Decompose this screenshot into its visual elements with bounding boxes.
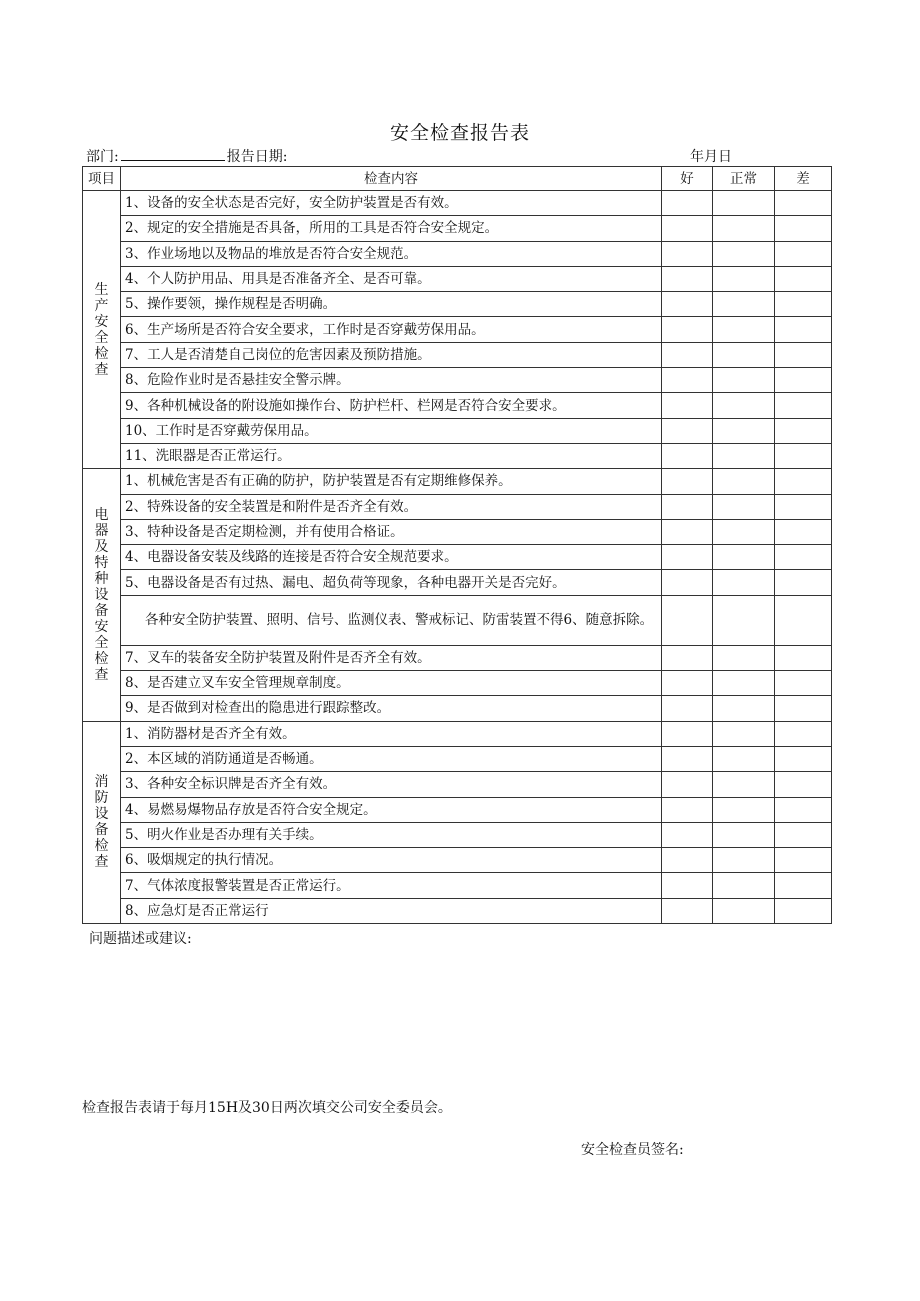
rating-cell-poor[interactable] <box>775 570 832 595</box>
section-category <box>83 721 121 923</box>
rating-cell-good[interactable] <box>662 645 713 670</box>
check-item: 4、个人防护用品、用具是否准备齐全、是否可靠。 <box>121 266 662 291</box>
rating-cell-poor[interactable] <box>775 746 832 771</box>
table-row <box>83 746 832 771</box>
rating-cell-normal[interactable] <box>713 292 775 317</box>
rating-cell-good[interactable] <box>662 570 713 595</box>
rating-cell-poor[interactable] <box>775 266 832 291</box>
check-item: 5、电器设备是否有过热、漏电、超负荷等现象，各种电器开关是否完好。 <box>121 570 662 595</box>
table-row <box>83 822 832 847</box>
rating-cell-good[interactable] <box>662 848 713 873</box>
table-row <box>83 772 832 797</box>
check-item: 6、生产场所是否符合安全要求，工作时是否穿戴劳保用品。 <box>121 317 662 342</box>
check-item: 10、工作时是否穿戴劳保用品。 <box>121 418 662 443</box>
header-item: 项目 <box>83 167 121 191</box>
rating-cell-good[interactable] <box>662 191 713 216</box>
check-item: 3、作业场地以及物品的堆放是否符合安全规范。 <box>121 241 662 266</box>
rating-cell-normal[interactable] <box>713 368 775 393</box>
check-item: 9、各种机械设备的附设施如操作台、防护栏杆、栏网是否符合安全要求。 <box>121 393 662 418</box>
check-item: 1、消防器材是否齐全有效。 <box>121 721 662 746</box>
rating-cell-poor[interactable] <box>775 191 832 216</box>
rating-cell-good[interactable] <box>662 746 713 771</box>
dept-field[interactable] <box>121 148 225 161</box>
rating-cell-poor[interactable] <box>775 519 832 544</box>
rating-cell-poor[interactable] <box>775 469 832 494</box>
table-row <box>83 368 832 393</box>
rating-cell-normal[interactable] <box>713 848 775 873</box>
section-category-label: 生产安全检查 <box>94 281 109 378</box>
submission-note: 检查报告表请于每月15H及30日两次填交公司安全委员会。 <box>82 1100 452 1116</box>
rating-cell-poor[interactable] <box>775 216 832 241</box>
check-item: 9、是否做到对检查出的隐患进行跟踪整改。 <box>121 696 662 721</box>
question-label: 问题描述或建议: <box>89 931 192 947</box>
rating-cell-normal[interactable] <box>713 216 775 241</box>
rating-cell-normal[interactable] <box>713 469 775 494</box>
rating-cell-good[interactable] <box>662 721 713 746</box>
rating-cell-poor[interactable] <box>775 822 832 847</box>
rating-cell-normal[interactable] <box>713 721 775 746</box>
rating-cell-poor[interactable] <box>775 418 832 443</box>
rating-cell-good[interactable] <box>662 494 713 519</box>
rating-cell-normal[interactable] <box>713 241 775 266</box>
rating-cell-normal[interactable] <box>713 418 775 443</box>
table-row <box>83 469 832 494</box>
rating-cell-good[interactable] <box>662 368 713 393</box>
rating-cell-normal[interactable] <box>713 393 775 418</box>
check-item: 2、规定的安全措施是否具备，所用的工具是否符合安全规定。 <box>121 216 662 241</box>
rating-cell-poor[interactable] <box>775 292 832 317</box>
rating-cell-normal[interactable] <box>713 317 775 342</box>
rating-cell-poor[interactable] <box>775 848 832 873</box>
check-item: 4、易燃易爆物品存放是否符合安全规定。 <box>121 797 662 822</box>
rating-cell-normal[interactable] <box>713 772 775 797</box>
rating-cell-normal[interactable] <box>713 443 775 468</box>
table-row <box>83 873 832 898</box>
table-row <box>83 898 832 923</box>
section-category <box>83 469 121 721</box>
table-row <box>83 317 832 342</box>
check-item: 5、操作要领，操作规程是否明确。 <box>121 292 662 317</box>
rating-cell-normal[interactable] <box>713 191 775 216</box>
rating-cell-good[interactable] <box>662 873 713 898</box>
table-row <box>83 241 832 266</box>
rating-cell-poor[interactable] <box>775 898 832 923</box>
table-row <box>83 545 832 570</box>
rating-cell-poor[interactable] <box>775 696 832 721</box>
rating-cell-good[interactable] <box>662 797 713 822</box>
rating-cell-poor[interactable] <box>775 342 832 367</box>
header-poor: 差 <box>775 167 832 191</box>
rating-cell-normal[interactable] <box>713 696 775 721</box>
inspection-table <box>82 166 832 924</box>
rating-cell-good[interactable] <box>662 898 713 923</box>
rating-cell-poor[interactable] <box>775 671 832 696</box>
header-content: 检查内容 <box>121 167 662 191</box>
check-item: 2、特殊设备的安全装置是和附件是否齐全有效。 <box>121 494 662 519</box>
rating-cell-good[interactable] <box>662 241 713 266</box>
rating-cell-normal[interactable] <box>713 519 775 544</box>
rating-cell-poor[interactable] <box>775 368 832 393</box>
rating-cell-normal[interactable] <box>713 595 775 645</box>
check-item: 3、特种设备是否定期检测，并有使用合格证。 <box>121 519 662 544</box>
check-item: 6、吸烟规定的执行情况。 <box>121 848 662 873</box>
check-item: 8、是否建立叉车安全管理规章制度。 <box>121 671 662 696</box>
section-category <box>83 191 121 469</box>
dept-label: 部门: <box>86 149 119 165</box>
table-row <box>83 721 832 746</box>
check-item: 8、应急灯是否正常运行 <box>121 898 662 923</box>
rating-cell-good[interactable] <box>662 519 713 544</box>
rating-cell-good[interactable] <box>662 418 713 443</box>
table-header-row <box>83 167 832 191</box>
table-row <box>83 645 832 670</box>
rating-cell-poor[interactable] <box>775 494 832 519</box>
table-row <box>83 797 832 822</box>
rating-cell-good[interactable] <box>662 595 713 645</box>
rating-cell-normal[interactable] <box>713 671 775 696</box>
rating-cell-good[interactable] <box>662 393 713 418</box>
rating-cell-poor[interactable] <box>775 645 832 670</box>
rating-cell-good[interactable] <box>662 469 713 494</box>
check-item: 11、洗眼器是否正常运行。 <box>121 443 662 468</box>
rating-cell-good[interactable] <box>662 266 713 291</box>
rating-cell-poor[interactable] <box>775 545 832 570</box>
section-category-label: 电器及特种设备安全检查 <box>94 506 109 683</box>
rating-cell-normal[interactable] <box>713 746 775 771</box>
rating-cell-poor[interactable] <box>775 393 832 418</box>
table-row <box>83 671 832 696</box>
rating-cell-good[interactable] <box>662 317 713 342</box>
table-row <box>83 216 832 241</box>
rating-cell-good[interactable] <box>662 822 713 847</box>
rating-cell-poor[interactable] <box>775 317 832 342</box>
rating-cell-normal[interactable] <box>713 797 775 822</box>
rating-cell-poor[interactable] <box>775 873 832 898</box>
rating-cell-poor[interactable] <box>775 443 832 468</box>
rating-cell-normal[interactable] <box>713 873 775 898</box>
check-item: 3、各种安全标识牌是否齐全有效。 <box>121 772 662 797</box>
rating-cell-normal[interactable] <box>713 570 775 595</box>
rating-cell-good[interactable] <box>662 292 713 317</box>
page-title: 安全检查报告表 <box>389 122 530 144</box>
rating-cell-normal[interactable] <box>713 898 775 923</box>
rating-cell-normal[interactable] <box>713 545 775 570</box>
rating-cell-normal[interactable] <box>713 822 775 847</box>
check-item: 1、机械危害是否有正确的防护，防护装置是否有定期维修保养。 <box>121 469 662 494</box>
table-row <box>83 696 832 721</box>
rating-cell-good[interactable] <box>662 545 713 570</box>
rating-cell-normal[interactable] <box>713 645 775 670</box>
check-item: 1、设备的安全状态是否完好，安全防护装置是否有效。 <box>121 191 662 216</box>
rating-cell-normal[interactable] <box>713 494 775 519</box>
check-item: 5、明火作业是否办理有关手续。 <box>121 822 662 847</box>
header-dept-line <box>86 146 287 166</box>
header-normal: 正常 <box>713 167 775 191</box>
rating-cell-poor[interactable] <box>775 595 832 645</box>
table-row <box>83 570 832 595</box>
rating-cell-poor[interactable] <box>775 721 832 746</box>
section-category-label: 消防设备检查 <box>94 774 109 871</box>
rating-cell-good[interactable] <box>662 696 713 721</box>
rating-cell-good[interactable] <box>662 443 713 468</box>
inspector-signature-label: 安全检查员签名: <box>581 1142 684 1158</box>
rating-cell-poor[interactable] <box>775 241 832 266</box>
table-row <box>83 418 832 443</box>
table-row <box>83 443 832 468</box>
table-row <box>83 266 832 291</box>
table-row <box>83 292 832 317</box>
rating-cell-poor[interactable] <box>775 797 832 822</box>
rating-cell-normal[interactable] <box>713 266 775 291</box>
table-row <box>83 848 832 873</box>
table-row <box>83 494 832 519</box>
check-item: 7、气体浓度报警装置是否正常运行。 <box>121 873 662 898</box>
table-row <box>83 342 832 367</box>
check-item: 7、工人是否清楚自己岗位的危害因素及预防措施。 <box>121 342 662 367</box>
check-item: 4、电器设备安装及线路的连接是否符合安全规范要求。 <box>121 545 662 570</box>
rating-cell-good[interactable] <box>662 671 713 696</box>
rating-cell-poor[interactable] <box>775 772 832 797</box>
check-item: 7、叉车的装备安全防护装置及附件是否齐全有效。 <box>121 645 662 670</box>
date-text: 年月日 <box>690 149 732 165</box>
table-row <box>83 595 832 645</box>
rating-cell-good[interactable] <box>662 342 713 367</box>
table-row <box>83 519 832 544</box>
check-item: 2、本区域的消防通道是否畅通。 <box>121 746 662 771</box>
header-good: 好 <box>662 167 713 191</box>
rating-cell-good[interactable] <box>662 772 713 797</box>
check-item: 各种安全防护装置、照明、信号、监测仪表、警戒标记、防雷装置不得6、随意拆除。 <box>121 595 662 645</box>
table-body <box>83 191 832 924</box>
rating-cell-good[interactable] <box>662 216 713 241</box>
rating-cell-normal[interactable] <box>713 342 775 367</box>
report-date-label: 报告日期: <box>226 149 288 165</box>
table-row <box>83 191 832 216</box>
table-row <box>83 393 832 418</box>
check-item: 8、危险作业时是否悬挂安全警示牌。 <box>121 368 662 393</box>
